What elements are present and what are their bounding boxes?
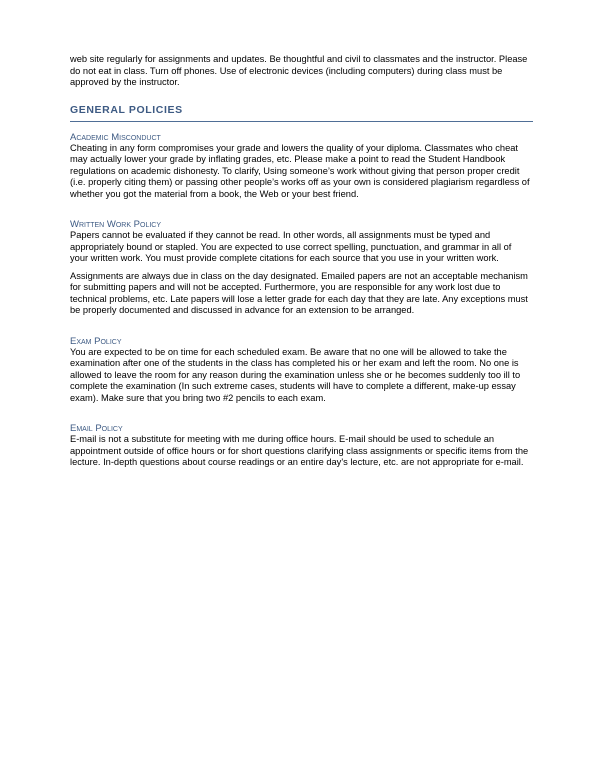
academic-misconduct-heading: Academic Misconduct	[70, 131, 161, 143]
written-work-section	[70, 219, 532, 317]
written-work-text-2: Assignments are always due in class on the day designated. Emailed papers are not an acceptable mechanism for submitting papers and will not be accepted. Furthermore, you are responsible for any work lost due to technical problems, etc. Late papers will lose a letter grade for each day that they are late. Any exceptions must be properly documented and discussed in advance for an extension to be arranged.	[70, 270, 528, 315]
academic-misconduct-section	[70, 132, 532, 201]
exam-policy-heading: Exam Policy	[70, 335, 122, 347]
written-work-text-1: Papers cannot be evaluated if they cannot be read. In other words, all assignments must be typed and appropriately bound or stapled. You are expected to use correct spelling, punctuation, and grammar in all of your written work. You must provide complete citations for each source that you use in your written work.	[70, 230, 512, 263]
written-work-heading: Written Work Policy	[70, 219, 161, 230]
email-policy-heading: Email Policy	[70, 423, 123, 434]
exam-policy-text: You are expected to be on time for each scheduled exam. Be aware that no one will be allowed to take the examination after one of the students in the class has completed his or her exam and left the room. No one is allowed to leave the room for any reason during the examination unless she or he becomes suddenly too ill to complete the examination (In such extreme cases, students will have to complete a different, make-up essay exam). Make sure that you bring two #2 pencils to each exam.	[70, 346, 521, 403]
email-policy-section	[70, 423, 532, 469]
exam-policy-section	[70, 336, 532, 405]
general-policies-header	[70, 100, 533, 122]
email-policy-text: E-mail is not a substitute for meeting with me during office hours. E-mail should be used to schedule an appointment outside of office hours or for short questions clarifying class assignments or specific items from the lecture. In-depth questions about course readings or an entire day's lecture, etc. are not appropriate for e-mail.	[70, 434, 529, 467]
intro-paragraph: web site regularly for assignments and updates. Be thoughtful and civil to classmates and the instructor. Please do not eat in class. Turn off phones. Use of electronic devices (including computers) during class must be approved by the instructor.	[70, 54, 528, 87]
general-policies-title: GENERAL POLICIES	[70, 103, 183, 116]
document-page	[70, 54, 532, 469]
academic-misconduct-text: Cheating in any form compromises your grade and lowers the quality of your diploma. Classmates who cheat may actually lower your grade by inflating grades, etc. Please make a point to read the Student Handbook regulations on academic dishonesty. To clarify, Using someone’s work without giving that person proper credit (i.e. properly citing them) or passing other people’s works off as your own is considered plagiarism regardless of whether you got the material from a book, the Web or your best friend.	[70, 142, 530, 199]
